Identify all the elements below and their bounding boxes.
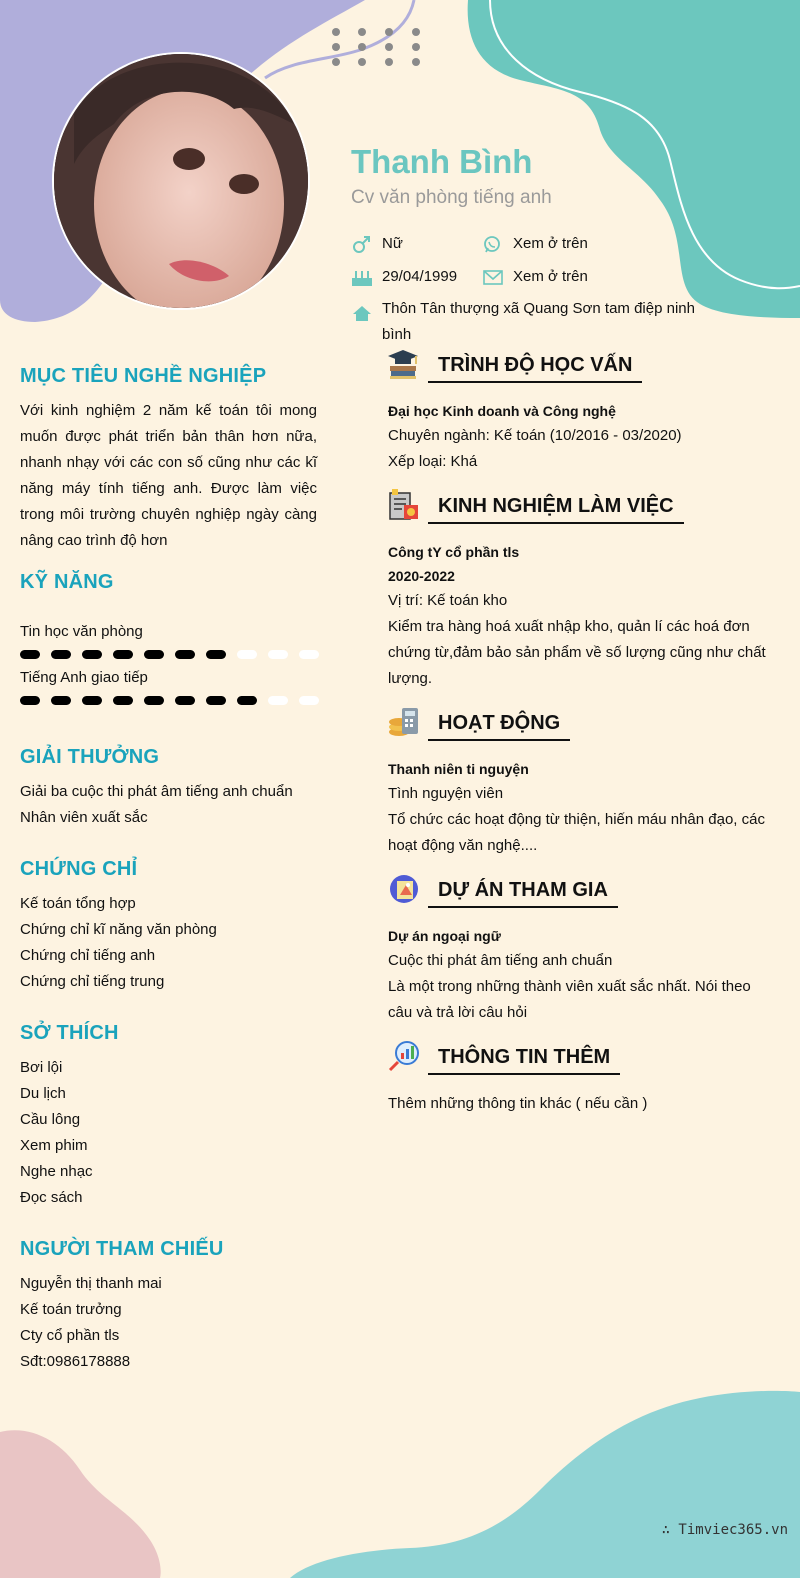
extra-heading: THÔNG TIN THÊM — [428, 1046, 620, 1075]
education-grade: Xếp loại: Khá — [388, 453, 478, 470]
address-row — [351, 301, 701, 348]
references-section — [20, 1238, 317, 1375]
hobby-item: Xem phim — [20, 1137, 88, 1154]
awards-section — [20, 746, 317, 831]
work-position: Vị trí: Kế toán kho — [388, 592, 508, 609]
reference-item: Kế toán trưởng — [20, 1301, 122, 1318]
skill-dot-filled — [20, 696, 40, 705]
address-line-1: Thôn Tân thượng xã Quang Sơn tam điệp ninh — [382, 300, 695, 317]
skill-name: Tin học văn phòng — [20, 623, 143, 640]
certificate-item: Chứng chỉ tiếng trung — [20, 973, 165, 990]
hobby-item: Cầu lông — [20, 1111, 81, 1128]
skill-dot-filled — [82, 696, 102, 705]
activities-content — [388, 757, 778, 859]
skills-section — [20, 571, 317, 706]
address-line-2: bình — [382, 326, 412, 343]
skill-dot-filled — [20, 650, 40, 659]
candidate-name: Thanh Bình — [351, 143, 533, 180]
birthday-value: 29/04/1999 — [382, 268, 458, 285]
job-title: Cv văn phòng tiếng anh — [351, 187, 552, 208]
hobby-item: Bơi lội — [20, 1059, 63, 1076]
skill-item — [20, 668, 317, 706]
teal-blob-bottom — [290, 1391, 800, 1578]
hobby-item: Đọc sách — [20, 1189, 83, 1206]
hobby-item: Nghe nhạc — [20, 1163, 93, 1180]
birthday-row — [351, 268, 457, 288]
activity-org: Thanh niên ti nguyện — [388, 761, 529, 777]
certificate-item: Chứng chỉ tiếng anh — [20, 947, 156, 964]
awards-heading: GIẢI THƯỞNG — [20, 746, 160, 768]
email-value[interactable]: Xem ở trên — [513, 268, 588, 285]
skill-rating — [20, 694, 317, 706]
project-icon — [388, 873, 420, 905]
experience-content — [388, 540, 778, 692]
hobbies-section — [20, 1022, 317, 1211]
activity-role: Tình nguyện viên — [388, 785, 504, 802]
certificate-item: Chứng chỉ kĩ năng văn phòng — [20, 921, 217, 938]
skill-rating — [20, 648, 317, 660]
education-major: Chuyên ngành: Kế toán (10/2016 - 03/2020) — [388, 427, 682, 444]
extra-text: Thêm những thông tin khác ( nếu cần ) — [388, 1095, 648, 1112]
project-event: Cuộc thi phát âm tiếng anh chuẩn — [388, 952, 613, 969]
skill-dot-filled — [82, 650, 102, 659]
reference-item: Cty cổ phần tls — [20, 1327, 120, 1344]
email-row — [482, 268, 588, 288]
award-item: Giải ba cuộc thi phát âm tiếng anh chuẩn — [20, 783, 293, 800]
skill-dot-empty — [237, 650, 257, 659]
gender-row — [351, 235, 403, 255]
awards-list — [20, 779, 317, 831]
skill-dot-empty — [268, 650, 288, 659]
phone-value[interactable]: Xem ở trên — [513, 235, 588, 252]
project-description: Là một trong những thành viên xuất sắc nhất. Nói theo câu và trả lời câu hỏi — [388, 978, 751, 1021]
references-heading: NGƯỜI THAM CHIẾU — [20, 1238, 224, 1260]
skills-heading: KỸ NĂNG — [20, 571, 114, 593]
skill-dot-filled — [51, 696, 71, 705]
certificate-item: Kế toán tổng hợp — [20, 895, 136, 912]
company-name: Công tY cổ phần tls — [388, 544, 520, 560]
skill-dot-filled — [113, 650, 133, 659]
certificates-section — [20, 858, 317, 995]
reference-item: Sđt:0986178888 — [20, 1353, 131, 1370]
references-list — [20, 1271, 317, 1375]
birthday-cake-icon — [351, 268, 382, 288]
certificates-list — [20, 891, 317, 995]
education-heading: TRÌNH ĐỘ HỌC VẤN — [428, 354, 642, 383]
skill-dot-filled — [51, 650, 71, 659]
profile-photo — [52, 52, 310, 310]
certificates-heading: CHỨNG CHỈ — [20, 858, 138, 880]
gender-icon — [351, 235, 382, 255]
school-name: Đại học Kinh doanh và Công nghệ — [388, 403, 616, 419]
hobbies-list — [20, 1055, 317, 1211]
work-experience-icon — [388, 489, 420, 521]
work-description: Kiểm tra hàng hoá xuất nhập kho, quản lí các hoá đơn chứng từ,đảm bảo sản phẩm về số lượng cũng như chất lượng. — [388, 618, 766, 687]
extra-content — [388, 1091, 778, 1117]
skill-dot-filled — [113, 696, 133, 705]
hobbies-heading: SỞ THÍCH — [20, 1022, 119, 1044]
skill-dot-empty — [299, 650, 319, 659]
phone-row — [482, 235, 588, 255]
objective-text: Với kinh nghiệm 2 năm kế toán tôi mong muốn được phát triển bản thân hơn nữa, nhanh nhạy với các con số cũng như các kĩ năng máy tính tiếng anh. Được làm việc trong môi trường chuyên nghiệp ngày càng nâng cao trình độ hơn — [20, 402, 317, 549]
skill-dot-filled — [206, 696, 226, 705]
watermark: ∴ Timviec365.vn — [661, 1522, 788, 1538]
objective-section — [20, 365, 317, 554]
pink-blob — [0, 1430, 161, 1578]
gender-value: Nữ — [382, 235, 403, 252]
skill-dot-filled — [175, 650, 195, 659]
projects-content — [388, 924, 778, 1026]
skill-name: Tiếng Anh giao tiếp — [20, 669, 148, 686]
activity-description: Tổ chức các hoạt động từ thiện, hiến máu nhân đạo, các hoạt động văn nghệ.... — [388, 811, 765, 854]
magnifier-chart-icon — [388, 1040, 420, 1072]
skill-dot-filled — [144, 650, 164, 659]
education-content — [388, 399, 778, 475]
skill-dot-empty — [268, 696, 288, 705]
phone-icon — [482, 235, 513, 255]
dot-grid — [332, 28, 420, 66]
reference-item: Nguyễn thị thanh mai — [20, 1275, 162, 1292]
skill-dot-filled — [144, 696, 164, 705]
hobby-item: Du lịch — [20, 1085, 66, 1102]
graduation-cap-icon — [388, 348, 420, 380]
objective-heading: MỤC TIÊU NGHỀ NGHIỆP — [20, 365, 267, 387]
work-period: 2020-2022 — [388, 568, 455, 584]
award-item: Nhân viên xuất sắc — [20, 809, 148, 826]
home-icon — [351, 304, 382, 324]
profile-photo-image — [54, 54, 310, 310]
email-icon — [482, 268, 513, 288]
skill-dot-empty — [299, 696, 319, 705]
skill-dot-filled — [237, 696, 257, 705]
activities-heading: HOẠT ĐỘNG — [428, 712, 570, 741]
skill-dot-filled — [175, 696, 195, 705]
project-name: Dự án ngoại ngữ — [388, 928, 501, 944]
experience-heading: KINH NGHIỆM LÀM VIỆC — [428, 495, 684, 524]
skill-item — [20, 622, 317, 660]
skill-dot-filled — [206, 650, 226, 659]
projects-heading: DỰ ÁN THAM GIA — [428, 879, 618, 908]
calculator-icon — [388, 706, 420, 738]
address-value — [382, 296, 695, 348]
